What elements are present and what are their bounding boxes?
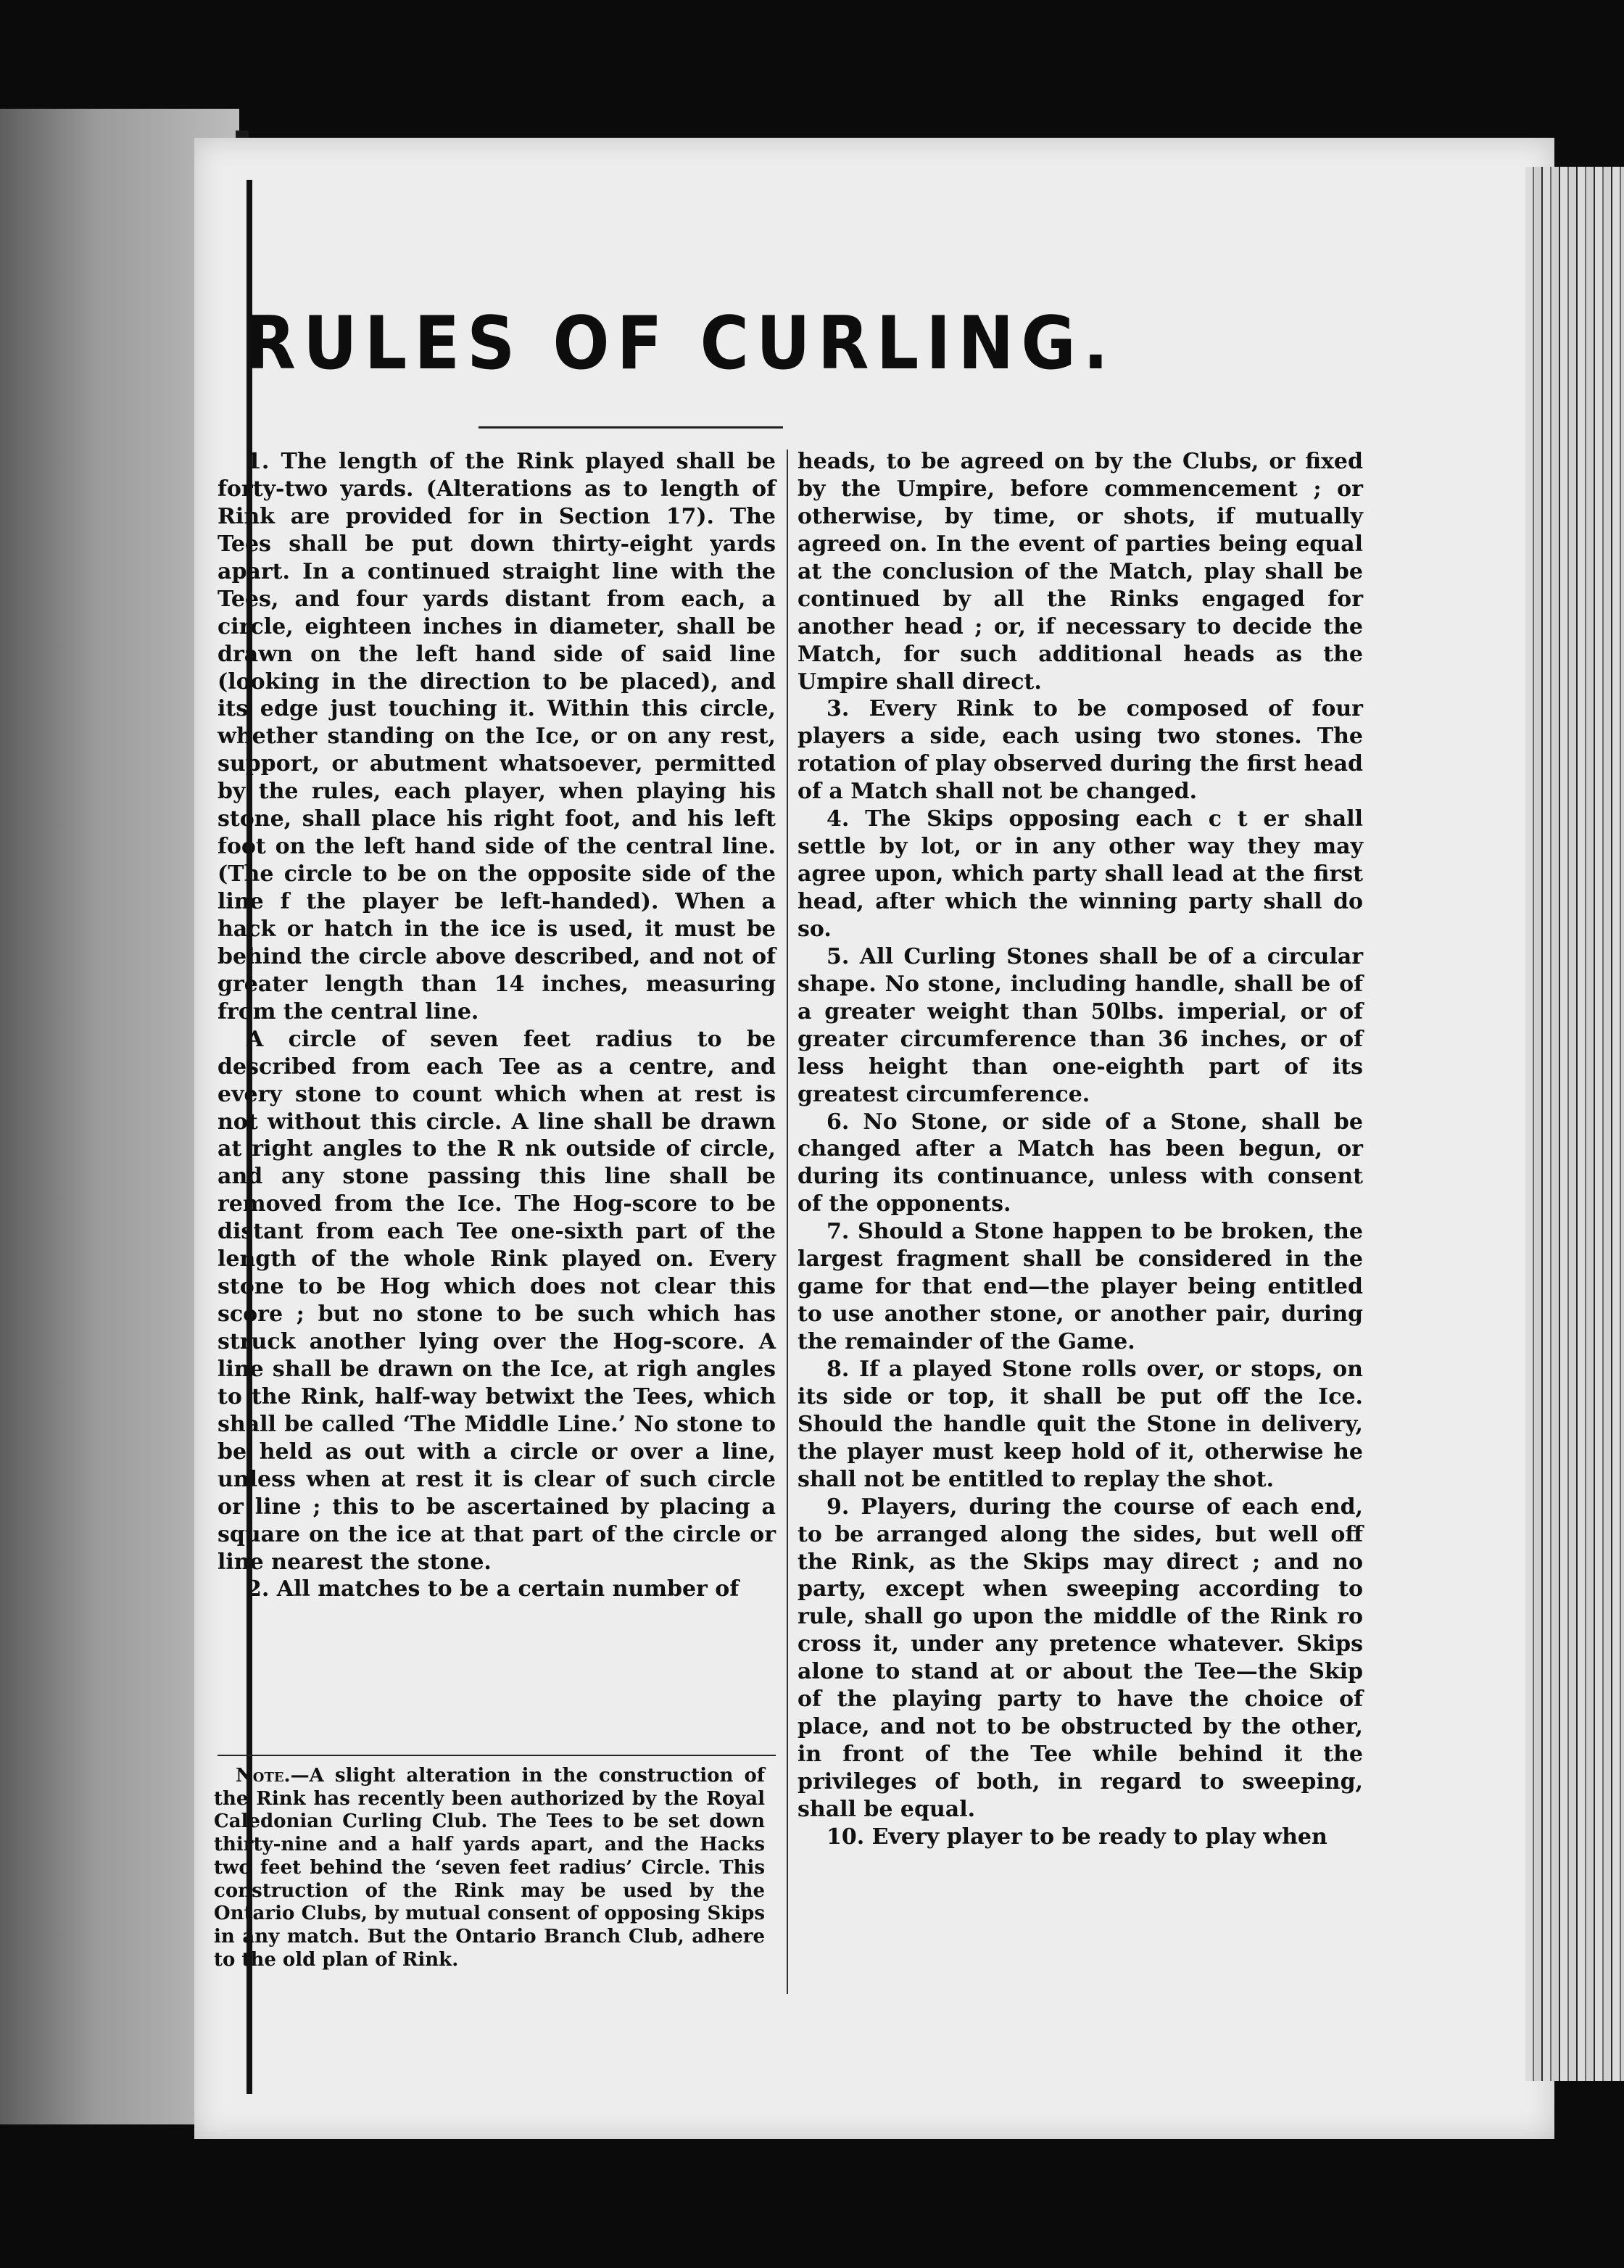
note-label: Note. [236,1765,291,1787]
note-text: —A slight alteration in the construction of the Rink has recently been authorized by the Royal Caledonian Curling Club. The Tees to be set down thirty-nine and a half yards apart, and the Hacks two feet behind the ‘seven feet radius’ Circle. This construction of the Rink may be used by the Ontario Clubs, by mutual consent of opposing Skips in any match. But the Ontario Branch Club, adhere to the old plan of Rink. [214,1765,765,1971]
rule-2-continued: heads, to be agreed on by the Clubs, or fixed by the Umpire, before commencement ; or otherwise, by time, or shots, if mutually agreed on. In the event of parties being equal at the conclusion of the Match, play shall be continued by all the Rinks engaged for another head ; or, if necessary to decide the Match, for such additional heads as the Umpire shall direct. [798,449,1363,695]
rule-4: 4. The Skips opposing each c t er shall settle by lot, or in any other way they may agree upon, which party shall lead at the first head, after which the winning party shall do so. [798,806,1363,942]
page-title: RULES OF CURLING. [244,300,1116,386]
right-column [798,448,1363,1851]
page-stack-edges [1525,167,1624,2081]
note-separator [218,1755,776,1756]
rule-10-start: 10. Every player to be ready to play when [826,1824,1327,1850]
rule-9: 9. Players, during the course of each end, to be arranged along the sides, but well off the Rink, as the Skips may direct ; and no party, except when sweeping according to rule, shall go upon the middle of the Rink ro cross it, under any pretence whatever. Skips alone to stand at or about the Tee—the Skip of the playing party to have the choice of place, and not to be obstructed by the other, in front of the Tee while behind it the privileges of both, in regard to sweeping, shall be equal. [798,1494,1363,1822]
rule-7: 7. Should a Stone happen to be broken, the largest fragment shall be considered in the game for that end—the player being entitled to use another stone, or another pair, during the remainder of the Game. [798,1219,1363,1354]
left-column [218,448,776,1603]
rule-8: 8. If a played Stone rolls over, or stops, on its side or top, it shall be put off the Ice. Should the handle quit the Stone in delivery, the player must keep hold of it, otherwise he shall not be entitled to replay the shot. [798,1356,1363,1492]
rule-6: 6. No Stone, or side of a Stone, shall be changed after a Match has been begun, or during its continuance, unless with consent of the opponents. [798,1109,1363,1217]
rule-5: 5. All Curling Stones shall be of a circular shape. No stone, including handle, shall be of a greater weight than 50lbs. imperial, or of greater circumference than 36 inches, or of less height than one-eighth part of its greatest circumference. [798,943,1363,1107]
column-divider [787,450,788,1994]
circle-paragraph: A circle of seven feet radius to be described from each Tee as a centre, and every stone to count which when at rest is not without this circle. A line shall be drawn at right angles to the R nk outside of circle, and any stone passing this line shall be removed from the Ice. The Hog-score to be distant from each Tee one-sixth part of the length of the whole Rink played on. Every stone to be Hog which does not clear this score ; but no stone to be such which has struck another lying over the Hog-score. A line shall be drawn on the Ice, at righ angles to the Rink, half-way betwixt the Tees, which shall be called ‘The Middle Line.’ No stone to be held as out with a circle or over a line, unless when at rest it is clear of such circle or line ; this to be ascertained by placing a square on the ice at that part of the circle or line nearest the stone. [218,1026,776,1575]
rule-3: 3. Every Rink to be composed of four players a side, each using two stones. The rotation of play observed during the first head of a Match shall not be changed. [798,696,1363,805]
title-underline [478,426,783,429]
footnote [214,1765,765,1971]
rule-2-start: 2. All matches to be a certain number of [246,1576,740,1602]
rule-1-paragraph: 1. The length of the Rink played shall be forty-two yards. (Alterations as to length of Rink are provided for in Section 17). The Tees shall be put down thirty-eight yards apart. In a continued straight line with the Tees, and four yards distant from each, a circle, eighteen inches in diameter, shall be drawn on the left hand side of said line (looking in the direction to be placed), and its edge just touching it. Within this circle, whether standing on the Ice, or on any rest, support, or abutment whatsoever, permitted by the rules, each player, when playing his stone, shall place his right foot, and his left foot on the left hand side of the central line. (The circle to be on the opposite side of the line f the player be left-handed). When a hack or hatch in the ice is used, it must be behind the circle above described, and not of greater length than 14 inches, measuring from the central line. [218,449,776,1025]
